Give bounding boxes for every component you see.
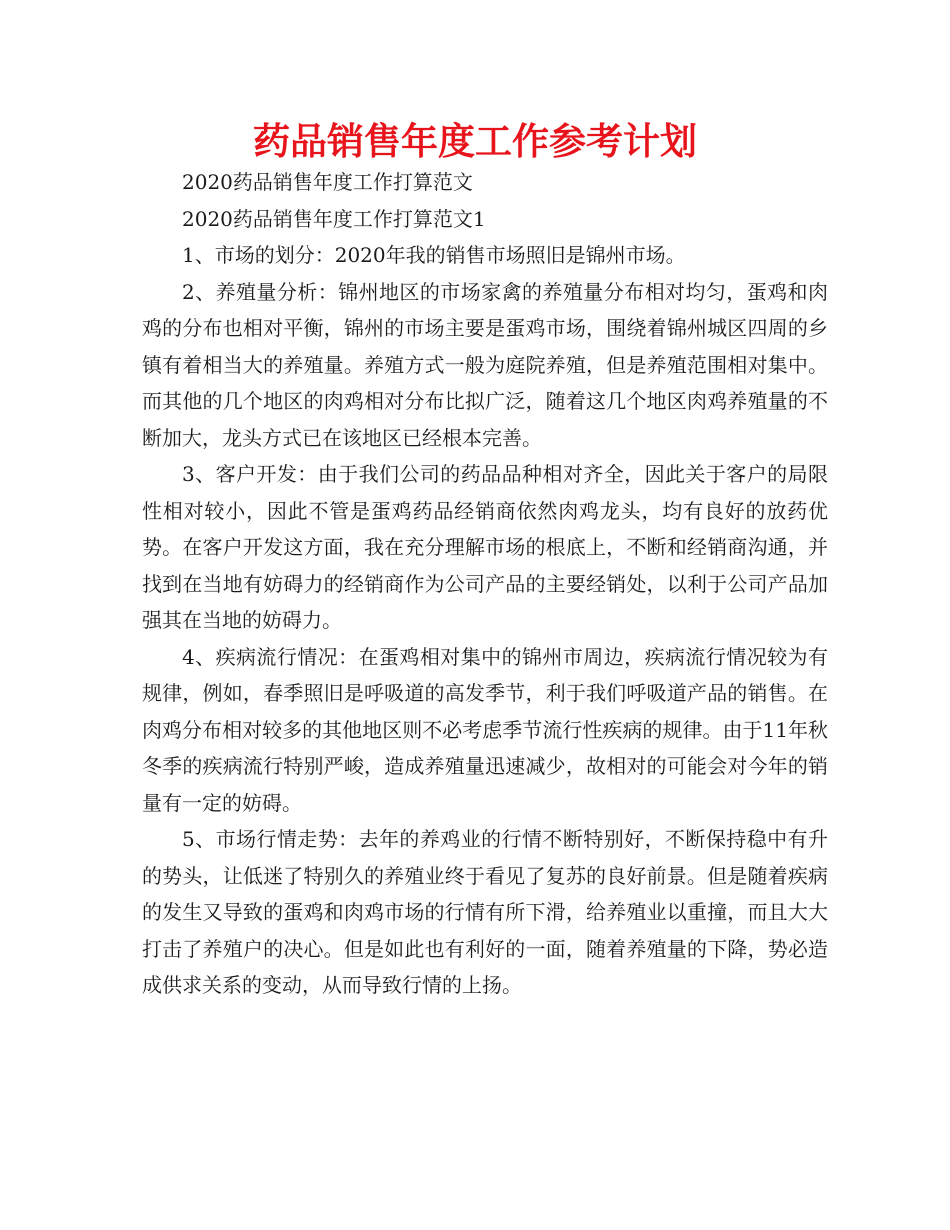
paragraph-market-division: 1、市场的划分：2020年我的销售市场照旧是锦州市场。 (182, 243, 686, 267)
document-body (142, 164, 828, 1004)
paragraph-customer-development: 3、客户开发：由于我们公司的药品品种相对齐全，因此关于客户的局限性相对较小，因此不管是蛋鸡药品经销商依然肉鸡龙头，均有良好的放药优势。在客户开发这方面，我在充分理解市场的根底上，不断和经销商沟通，并找到在当地有妨碍力的经销商作为公司产品的主要经销处，以利于公司产品加强其在当地的妨碍力。 (142, 462, 828, 632)
paragraph-disease-situation: 4、疾病流行情况：在蛋鸡相对集中的锦州市周边，疾病流行情况较为有规律，例如，春季照旧是呼吸道的高发季节，利于我们呼吸道产品的销售。在肉鸡分布相对较多的其他地区则不必考虑季节流行性疾病的规律。由于11年秋冬季的疾病流行特别严峻，造成养殖量迅速减少，故相对的可能会对今年的销量有一定的妨碍。 (142, 644, 828, 815)
paragraph-market-trend: 5、市场行情走势：去年的养鸡业的行情不断特别好，不断保持稳中有升的势头，让低迷了特别久的养殖业终于看见了复苏的良好前景。但是随着疾病的发生又导致的蛋鸡和肉鸡市场的行情有所下滑，给养殖业以重撞，而且大大打击了养殖户的决心。但是如此也有利好的一面，随着养殖量的下降，势必造成供求关系的变动，从而导致行情的上扬。 (142, 827, 828, 997)
paragraph-breeding-analysis: 2、养殖量分析：锦州地区的市场家禽的养殖量分布相对均匀，蛋鸡和肉鸡的分布也相对平衡，锦州的市场主要是蛋鸡市场，围绕着锦州城区四周的乡镇有着相当大的养殖量。养殖方式一般为庭院养殖，但是养殖范围相对集中。而其他的几个地区的肉鸡相对分布比拟广泛，随着这几个地区肉鸡养殖量的不断加大，龙头方式已在该地区已经根本完善。 (142, 279, 828, 450)
paragraph-section-heading: 2020药品销售年度工作打算范文1 (182, 206, 486, 231)
document-title: 药品销售年度工作参考计划 (253, 120, 697, 163)
paragraph-subtitle: 2020药品销售年度工作打算范文 (182, 170, 473, 194)
